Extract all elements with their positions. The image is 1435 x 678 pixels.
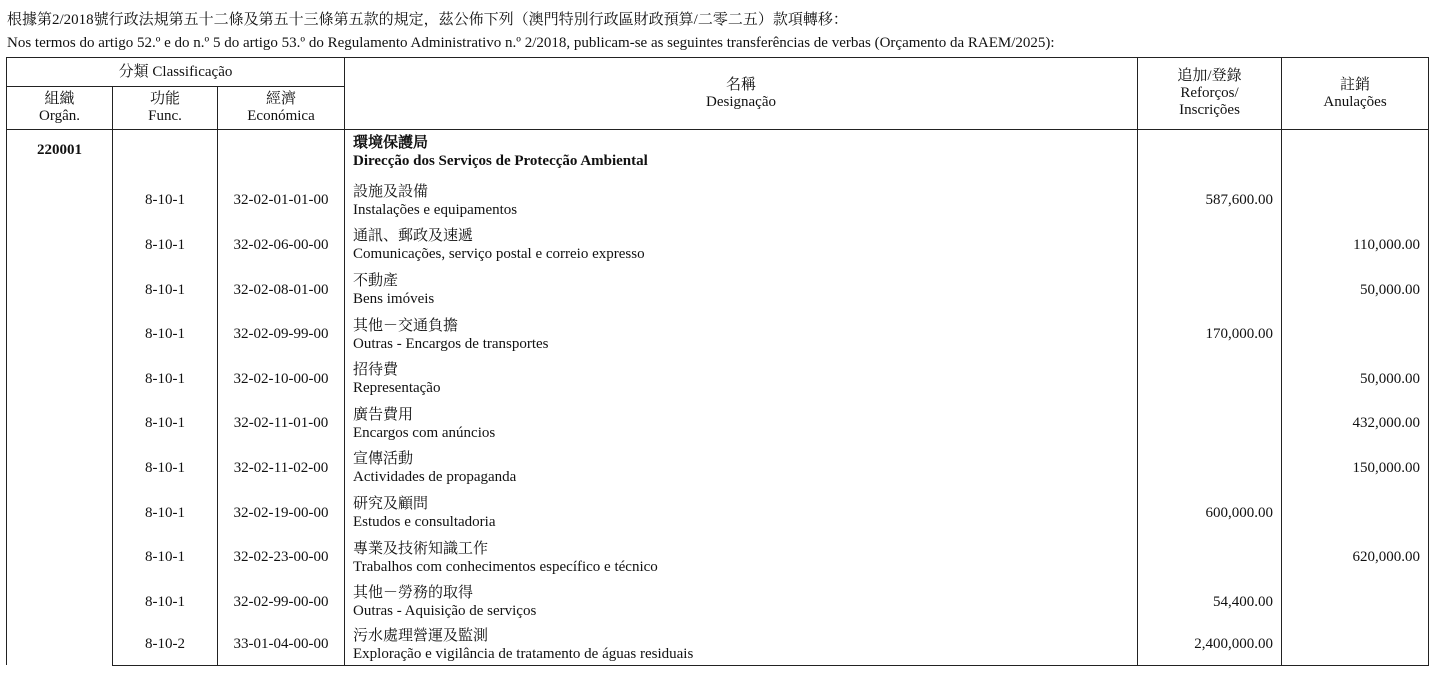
economic-code: 32-02-19-00-00 [218, 491, 345, 536]
designation [345, 535, 1138, 580]
designation-pt: Estudos e consultadoria [353, 514, 496, 531]
intro-chinese: 根據第2/2018號行政法規第五十二條及第五十三條第五款的規定，茲公佈下列（澳門特別行政區財政預算/二零二五）款項轉移： [7, 12, 848, 28]
table-row [7, 491, 1429, 536]
table-row [7, 268, 1429, 313]
designation-zh: 污水處理營運及監測 [353, 627, 489, 644]
table-row [7, 312, 1429, 357]
anulacao-amount: 620,000.00 [1282, 535, 1429, 580]
anulacao-amount [1282, 625, 1429, 666]
table-row [7, 402, 1429, 447]
designation [345, 402, 1138, 447]
anulacao-amount: 110,000.00 [1282, 223, 1429, 268]
header-funcional [113, 87, 218, 130]
designation-pt: Exploração e vigilância de tratamento de águas residuais [353, 645, 694, 662]
anulacao-amount: 50,000.00 [1282, 357, 1429, 402]
reforco-amount: 587,600.00 [1138, 179, 1282, 224]
economic-code: 32-02-01-01-00 [218, 179, 345, 224]
anulacao-amount: 150,000.00 [1282, 446, 1429, 491]
header-organica-pt: Orgân. [39, 108, 80, 124]
functional-code: 8-10-1 [113, 268, 218, 313]
designation [345, 312, 1138, 357]
reforco-amount [1138, 535, 1282, 580]
header-reforcos-zh: 追加/登錄 [1177, 68, 1242, 84]
economic-code: 32-02-10-00-00 [218, 357, 345, 402]
functional-code: 8-10-1 [113, 357, 218, 402]
economic-code: 32-02-09-99-00 [218, 312, 345, 357]
functional-code: 8-10-1 [113, 312, 218, 357]
designation [345, 491, 1138, 536]
designation-pt: Instalações e equipamentos [353, 201, 518, 218]
functional-code: 8-10-1 [113, 223, 218, 268]
reforco-amount: 2,400,000.00 [1138, 625, 1282, 666]
designation-pt: Actividades de propaganda [353, 469, 517, 486]
entity-row [7, 130, 1429, 179]
designation-zh: 專業及技術知識工作 [353, 540, 489, 557]
designation-pt: Trabalhos com conhecimentos específico e técnico [353, 558, 658, 575]
functional-code: 8-10-1 [113, 535, 218, 580]
functional-code: 8-10-1 [113, 179, 218, 224]
designation-pt: Outras - Encargos de transportes [353, 335, 549, 352]
reforco-amount [1138, 357, 1282, 402]
entity-func-cell [113, 130, 218, 179]
designation-pt: Bens imóveis [353, 291, 435, 308]
reforco-amount: 170,000.00 [1138, 312, 1282, 357]
entity-anulacao-cell [1282, 130, 1429, 179]
header-designacao [345, 58, 1138, 130]
designation-pt: Comunicações, serviço postal e correio expresso [353, 246, 645, 263]
functional-code: 8-10-1 [113, 580, 218, 625]
designation-zh: 宣傳活動 [353, 451, 414, 468]
header-reforcos-pt1: Reforços/ [1180, 85, 1239, 101]
reforco-amount: 600,000.00 [1138, 491, 1282, 536]
entity-designation [345, 130, 1138, 179]
organica-code: 220001 [7, 130, 113, 666]
header-economica-pt: Económica [247, 108, 315, 124]
table-row [7, 625, 1429, 666]
reforco-amount [1138, 268, 1282, 313]
header-reforcos [1138, 58, 1282, 130]
designation-pt: Representação [353, 380, 441, 397]
header-economica [218, 87, 345, 130]
economic-code: 32-02-11-02-00 [218, 446, 345, 491]
entity-econ-cell [218, 130, 345, 179]
designation [345, 357, 1138, 402]
functional-code: 8-10-2 [113, 625, 218, 666]
designation-pt: Encargos com anúncios [353, 424, 496, 441]
header-anulacoes-zh: 註銷 [1340, 76, 1371, 93]
functional-code: 8-10-1 [113, 446, 218, 491]
functional-code: 8-10-1 [113, 491, 218, 536]
economic-code: 32-02-08-01-00 [218, 268, 345, 313]
anulacao-amount: 50,000.00 [1282, 268, 1429, 313]
designation-zh: 設施及設備 [353, 183, 429, 200]
designation [345, 268, 1138, 313]
header-anulacoes-pt: Anulações [1323, 93, 1387, 110]
economic-code: 32-02-99-00-00 [218, 580, 345, 625]
designation-zh: 其他－交通負擔 [353, 317, 459, 334]
designation-zh: 招待費 [353, 362, 399, 379]
anulacao-amount [1282, 179, 1429, 224]
table-row [7, 580, 1429, 625]
economic-code: 32-02-11-01-00 [218, 402, 345, 447]
reforco-amount: 54,400.00 [1138, 580, 1282, 625]
budget-transfer-table [6, 57, 1429, 666]
designation [345, 580, 1138, 625]
header-economica-zh: 經濟 [266, 91, 297, 107]
header-reforcos-pt2: Inscrições [1179, 102, 1240, 118]
header-classificacao: 分類 Classificação [7, 58, 345, 87]
designation-zh: 廣告費用 [353, 406, 414, 423]
anulacao-amount [1282, 312, 1429, 357]
designation-zh: 不動產 [353, 273, 399, 290]
designation-zh: 通訊、郵政及速遞 [353, 228, 474, 245]
designation [345, 625, 1138, 666]
header-funcional-pt: Func. [148, 108, 182, 124]
anulacao-amount [1282, 580, 1429, 625]
header-organica [7, 87, 113, 130]
header-organica-zh: 組織 [44, 91, 75, 107]
header-funcional-zh: 功能 [149, 91, 180, 107]
economic-code: 33-01-04-00-00 [218, 625, 345, 666]
designation-zh: 研究及顧問 [353, 496, 429, 513]
header-anulacoes [1282, 58, 1429, 130]
anulacao-amount: 432,000.00 [1282, 402, 1429, 447]
anulacao-amount [1282, 491, 1429, 536]
table-row [7, 223, 1429, 268]
table-row [7, 179, 1429, 224]
table-row [7, 535, 1429, 580]
economic-code: 32-02-23-00-00 [218, 535, 345, 580]
designation [345, 179, 1138, 224]
reforco-amount [1138, 446, 1282, 491]
designation-zh: 其他－勞務的取得 [353, 585, 474, 602]
entity-reforco-cell [1138, 130, 1282, 179]
designation-pt: Outras - Aquisição de serviços [353, 603, 537, 620]
intro-portuguese: Nos termos do artigo 52.º e do n.º 5 do artigo 53.º do Regulamento Administrativo n.º 2/2018, publicam-se as seguintes transferências de verbas (Orçamento da RAEM/2025): [7, 35, 1055, 51]
header-designacao-pt: Designação [706, 93, 776, 110]
table-row [7, 446, 1429, 491]
header-designacao-zh: 名稱 [726, 76, 757, 93]
entity-name-zh: 環境保護局 [353, 135, 429, 151]
table-row [7, 357, 1429, 402]
functional-code: 8-10-1 [113, 402, 218, 447]
entity-name-pt: Direcção dos Serviços de Protecção Ambiental [353, 153, 648, 169]
reforco-amount [1138, 223, 1282, 268]
designation [345, 446, 1138, 491]
designation [345, 223, 1138, 268]
economic-code: 32-02-06-00-00 [218, 223, 345, 268]
reforco-amount [1138, 402, 1282, 447]
